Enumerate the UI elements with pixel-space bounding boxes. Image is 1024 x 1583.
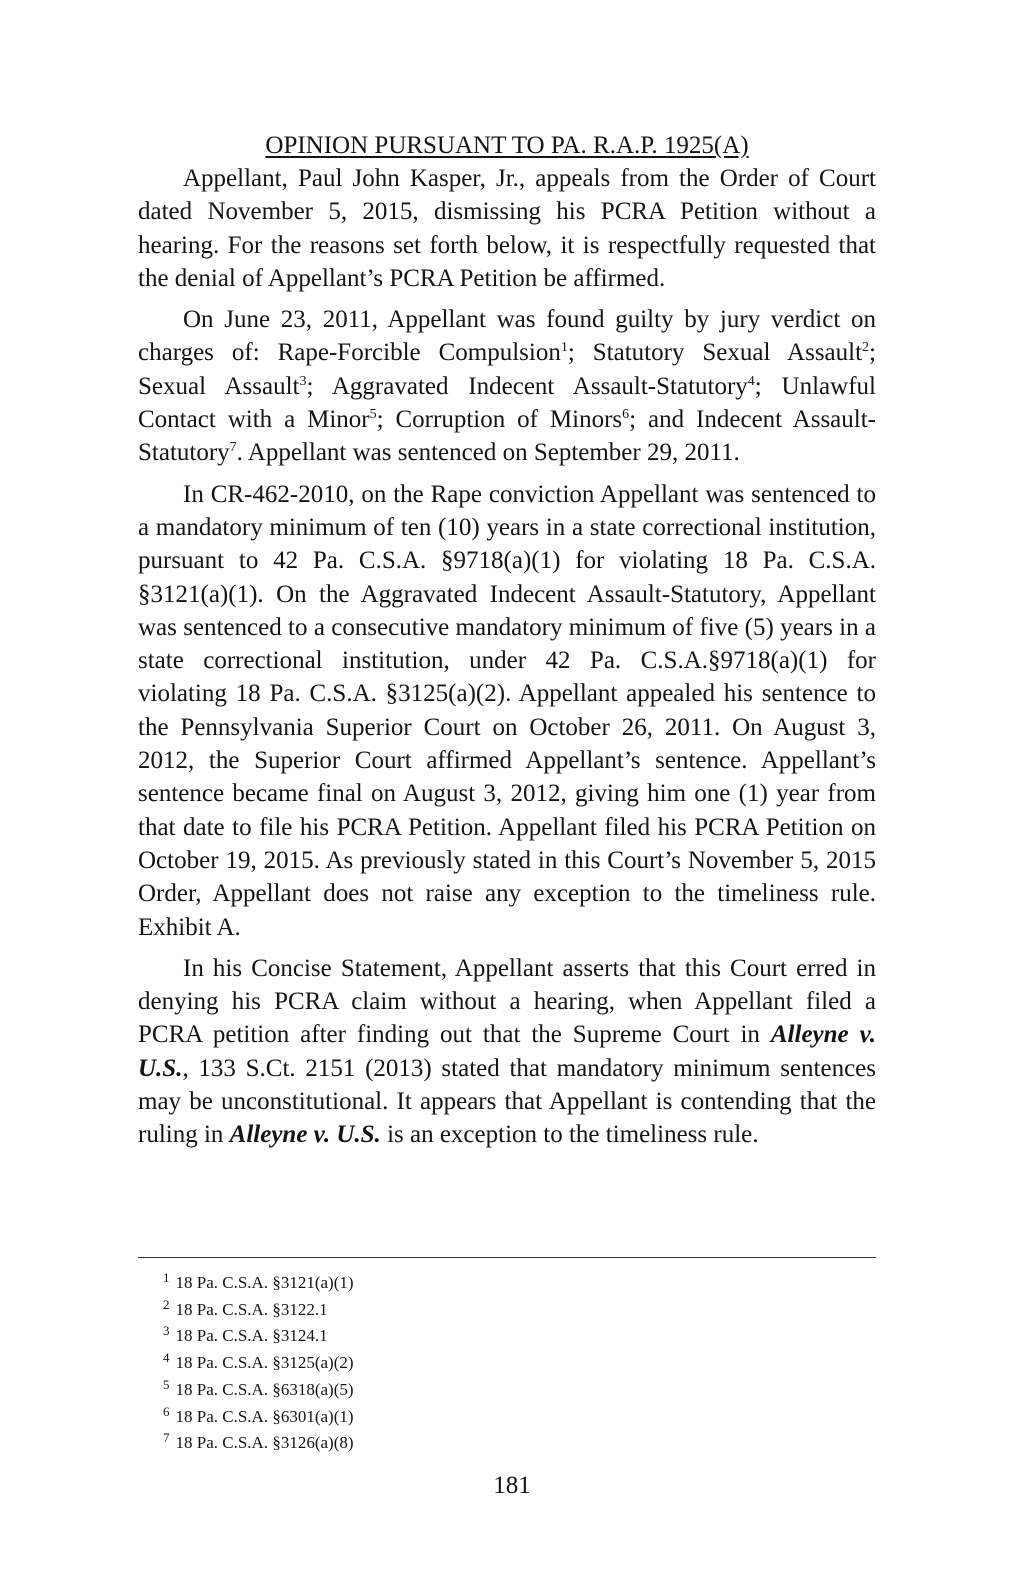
footnote-6 <box>163 1404 863 1431</box>
footnote-ref-2: 2 <box>862 340 870 356</box>
footnote-ref-6: 6 <box>622 407 630 423</box>
paragraph-3: In CR-462-2010, on the Rape conviction Appellant was sentenced to a mandatory minimum of ten (10) years in a state correctional institution, pursuant to 42 Pa. C.S.A. §9718(a)(1) for violating 18 Pa. C.S.A. §3121(a)(1). On the Aggravated Indecent Assault-Statutory, Appellant was sentenced to a consecutive mandatory minimum of five (5) years in a state correctional institution, under 42 Pa. C.S.A.§9718(a)(1) for violating 18 Pa. C.S.A. §3125(a)(2). Appellant appealed his sentence to the Pennsylvania Superior Court on October 26, 2011. On August 3, 2012, the Superior Court affirmed Appellant’s sentence. Appellant’s sentence became final on August 3, 2012, giving him one (1) year from that date to file his PCRA Petition. Appellant filed his PCRA Petition on October 19, 2015. As previously stated in this Court’s November 5, 2015 Order, Appellant does not raise any exception to the timeliness rule. Exhibit A. <box>138 480 876 941</box>
footnote-number: 7 <box>163 1430 170 1446</box>
footnote-ref-3: 3 <box>299 373 307 389</box>
footnote-5 <box>163 1377 863 1404</box>
paragraph-2-text: On June 23, 2011, Appellant was found guilty by jury verdict on charges of: Rape-Forcible Compulsion <box>138 306 876 367</box>
paragraph-2-text: ; and Indecent Assault-Statutory <box>138 406 876 467</box>
paragraph-2-text: . Appellant was sentenced on September 29, 2011. <box>236 439 740 467</box>
footnote-text: 18 Pa. C.S.A. §3121(a)(1) <box>175 1273 354 1292</box>
footnote-ref-7: 7 <box>229 440 237 456</box>
footnote-text: 18 Pa. C.S.A. §3124.1 <box>175 1326 328 1346</box>
footnotes <box>163 1270 863 1457</box>
case-citation-alleyne: Alleyne v. U.S. <box>229 1121 381 1149</box>
footnote-7 <box>163 1430 863 1457</box>
paragraph-2-text: ; Aggravated Indecent Assault-Statutory <box>306 372 748 400</box>
footnote-ref-5: 5 <box>369 407 377 423</box>
footnote-text: 18 Pa. C.S.A. §3126(a)(8) <box>175 1433 354 1453</box>
footnote-number: 1 <box>163 1270 170 1285</box>
footnote-2 <box>163 1297 863 1324</box>
footnote-ref-4: 4 <box>747 373 755 389</box>
paragraph-2 <box>138 303 876 469</box>
footnote-1 <box>163 1270 863 1297</box>
footnote-number: 4 <box>163 1350 170 1366</box>
paragraph-2-text: ; Statutory Sexual Assault <box>567 339 863 367</box>
paragraph-4 <box>138 952 876 1152</box>
footnote-number: 2 <box>163 1296 170 1312</box>
page-number: 181 <box>493 1472 531 1499</box>
opinion-body <box>138 130 876 1160</box>
footnote-text: 18 Pa. C.S.A. §3122.1 <box>175 1299 328 1319</box>
paragraph-2-text: ; Sexual Assault <box>138 339 876 400</box>
footnote-text: 18 Pa. C.S.A. §6318(a)(5) <box>175 1379 354 1399</box>
footnote-divider <box>138 1257 876 1258</box>
footnote-number: 6 <box>163 1403 170 1419</box>
footnote-4 <box>163 1350 863 1377</box>
paragraph-4-text: In his Concise Statement, Appellant asserts that this Court erred in denying his PCRA claim without a hearing, when Appellant filed a PCRA petition after finding out that the Supreme Court in <box>138 954 876 1049</box>
opinion-heading-text: OPINION PURSUANT TO PA. R.A.P. 1925(A) <box>265 132 749 159</box>
footnote-text: 18 Pa. C.S.A. §6301(a)(1) <box>175 1406 354 1426</box>
footnote-ref-1: 1 <box>560 340 568 356</box>
paragraph-4-text: is an exception to the timeliness rule. <box>380 1121 759 1149</box>
footnote-text: 18 Pa. C.S.A. §3125(a)(2) <box>175 1353 354 1373</box>
paragraph-4-text: , 133 S.Ct. 2151 (2013) stated that mandatory minimum sentences may be unconstitutional. It appears that Appellant is contending that the ruling in <box>138 1054 876 1149</box>
paragraph-1: Appellant, Paul John Kasper, Jr., appeals from the Order of Court dated November 5, 2015, dismissing his PCRA Petition without a hearing. For the reasons set forth below, it is respectfully requested that the denial of Appellant’s PCRA Petition be affirmed. <box>138 165 876 292</box>
footnote-3 <box>163 1323 863 1350</box>
paragraph-2-text: ; Corruption of Minors <box>376 406 623 434</box>
case-citation-alleyne: Alleyne v. U.S. <box>138 1021 876 1082</box>
opinion-heading <box>138 130 876 162</box>
footnote-number: 5 <box>163 1376 170 1392</box>
footnote-number: 3 <box>163 1323 170 1339</box>
paragraph-2-text: ; Unlawful Contact with a Minor <box>138 372 876 434</box>
